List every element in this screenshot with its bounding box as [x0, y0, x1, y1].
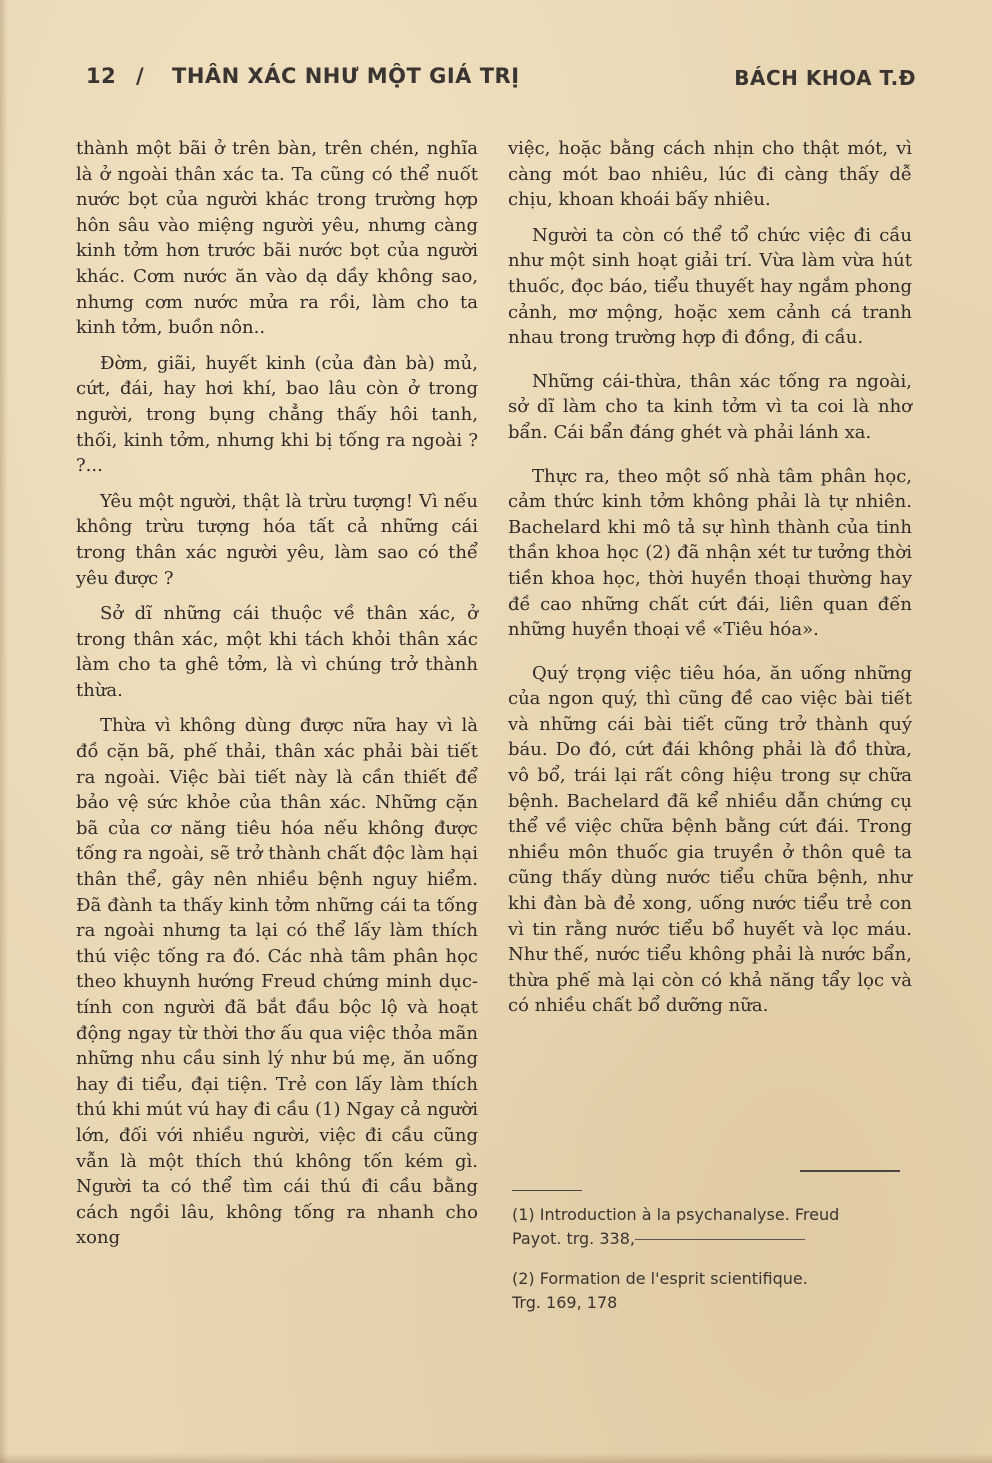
footnote-1-line-1: (1) Introduction à la psychanalyse. Freud: [512, 1205, 840, 1224]
footnote-1: [512, 1203, 912, 1251]
running-header: [86, 64, 916, 98]
footnote-2: [512, 1267, 912, 1315]
left-paragraph-5: Thừa vì không dùng được nữa hay vì là đồ cặn bã, phế thải, thân xác phải bài tiết ra ngoài. Việc bài tiết này là cần thiết để bảo vệ sức khỏe của thân xác. Những cặn bã của cơ năng tiêu hóa nếu không được tống ra ngoài, sẽ trở thành chất độc làm hại thân thể, gây nên nhiều bệnh nguy hiểm. Đã đành ta thấy kinh tởm những cái ta tống ra ngoài nhưng ta lại có thể lấy làm thích thú việc tống ra đó. Các nhà tâm phân học theo khuynh hướng Freud chứng minh dục-tính con người đã bắt đầu bộc lộ và hoạt động ngay từ thời thơ ấu qua việc thỏa mãn những nhu cầu sinh lý như bú mẹ, ăn uống hay đi tiểu, đại tiện. Trẻ con lấy làm thích thú khi mút vú hay đi cầu (1) Ngay cả người lớn, đối với nhiều người, việc đi cầu cũng vẫn là một thích thú không tốn kém gì. Người ta có thể tìm cái thú đi cầu bằng cách ngồi lâu, không tống ra nhanh cho xong: [76, 715, 478, 1249]
left-paragraph-3: Yêu một người, thật là trừu tượng! Vì nếu không trừu tượng hóa tất cả những cái trong thân xác người yêu, làm sao có thể yêu được ?: [76, 490, 478, 589]
page-number: 12: [86, 64, 117, 88]
right-paragraph-4: Thực ra, theo một số nhà tâm phân học, cảm thức kinh tởm không phải là tự nhiên. Bachelard khi mô tả sự hình thành của tinh thần khoa học (2) đã nhận xét tư tưởng thời tiền khoa học, thời huyền thoại thường hay đề cao những chất cứt đái, liên quan đến những huyền thoại về «Tiêu hóa».: [508, 465, 912, 641]
right-paragraph-1: việc, hoặc bằng cách nhịn cho thật mót, vì càng mót bao nhiêu, lúc đi càng thấy dễ chịu, khoan khoái bấy nhiêu.: [508, 138, 912, 211]
header-separator: /: [136, 64, 145, 88]
footnotes: [512, 1203, 912, 1331]
left-paragraph-1: thành một bãi ở trên bàn, trên chén, nghĩa là ở ngoài thân xác ta. Ta cũng có thể nuốt nước bọt của người khác trong trường hợp hôn sâu vào miệng người yêu, nhưng càng kinh tởm hơn trước bãi nước bọt của người khác. Cơm nước ăn vào dạ dầy không sao, nhưng cơm nước mửa ra rồi, làm cho ta kinh tởm, buồn nôn..: [76, 138, 478, 339]
footnote-dash-line: [635, 1239, 805, 1240]
left-paragraph-4: Sở dĩ những cái thuộc về thân xác, ở trong thân xác, một khi tách khỏi thân xác làm cho ta ghê tởm, là vì chúng trở thành thừa.: [76, 603, 478, 701]
footnote-2-line-1: (2) Formation de l'esprit scientifique.: [512, 1269, 808, 1288]
article-title: THÂN XÁC NHƯ MỘT GIÁ TRỊ: [172, 64, 520, 88]
journal-name: BÁCH KHOA T.Đ: [734, 66, 916, 90]
right-column: [508, 136, 912, 1029]
page-edge-shadow-left: [0, 0, 8, 1463]
footnote-2-line-2: Trg. 169, 178: [512, 1293, 618, 1312]
left-paragraph-2: Đờm, giãi, huyết kinh (của đàn bà) mủ, cứt, đái, hay hơi khí, bao lâu còn ở trong người, trong bụng chẳng thấy hôi tanh, thối, kinh tởm, nhưng khi bị tống ra ngoài ? ?...: [76, 352, 478, 477]
right-paragraph-2: Người ta còn có thể tổ chức việc đi cầu như một sinh hoạt giải trí. Vừa làm vừa hút thuốc, đọc báo, tiểu thuyết hay ngắm phong cảnh, mơ mộng, hoặc xem cảnh cá tranh nhau trong trường hợp đi đồng, đi cầu.: [508, 224, 912, 349]
footnote-1-line-2: [512, 1227, 912, 1251]
end-of-text-rule: [800, 1170, 900, 1172]
footnote-1-source: Payot. trg. 338,: [512, 1229, 635, 1248]
footnote-separator: [512, 1190, 582, 1191]
right-paragraph-3: Những cái-thừa, thân xác tống ra ngoài, sở dĩ làm cho ta kinh tởm vì ta coi là nhơ bẩn. Cái bẩn đáng ghét và phải lánh xa.: [508, 370, 912, 443]
page-edge-shadow-bottom: [0, 1453, 992, 1463]
left-column: [76, 136, 478, 1261]
right-paragraph-5: Quý trọng việc tiêu hóa, ăn uống những của ngon quý, thì cũng đề cao việc bài tiết và những cái bài tiết cũng trở thành quý báu. Do đó, cứt đái không phải là đồ thừa, vô bổ, trái lại rất công hiệu trong sự chữa bệnh. Bachelard đã kể nhiều dẫn chứng cụ thể về việc chữa bệnh bằng cứt đái. Trong nhiều môn thuốc gia truyền ở thôn quê ta cũng thấy dùng nước tiểu chữa bệnh, như khi đàn bà đẻ xong, uống nước tiểu trẻ con vì tin rằng nước tiểu bổ huyết và lọc máu. Như thế, nước tiểu không phải là nước bẩn, thừa phế mà lại còn có khả năng tẩy lọc và có nhiều chất bổ dưỡng nữa.: [508, 662, 912, 1017]
